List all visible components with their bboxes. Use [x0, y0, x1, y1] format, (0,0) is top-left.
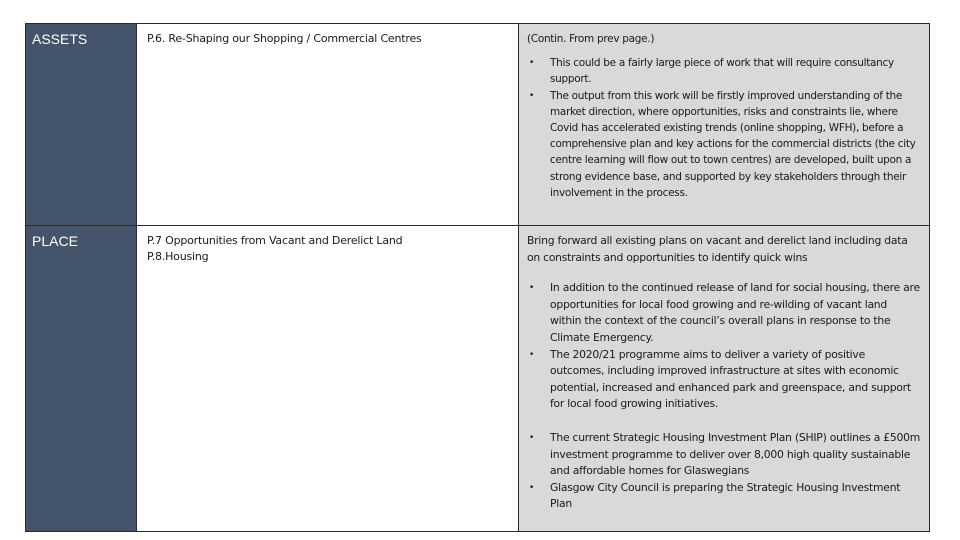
list-item — [527, 88, 921, 201]
place-bullet-list-1 — [527, 280, 921, 413]
place-label-cell — [25, 225, 137, 532]
bullet-text: In addition to the continued release of land for social housing, there are opportunities for local food growing and re-wilding of vacant land within the context of the council’s overall plans in response to the Climate Emergency. — [550, 281, 920, 344]
list-spacer — [527, 413, 921, 430]
bullet-icon: • — [529, 349, 535, 360]
bullet-icon: • — [529, 90, 535, 101]
bullet-text: The output from this work will be firstly improved understanding of the market direction, where opportunities, risks and constraints lie, where Covid has accelerated existing trends (online shopping, WFH), before a comprehensive plan and key actions for the commercial districts (the city centre learning will flow out to town centres) are developed, built upon a strong evidence base, and supported by key stakeholders through their involvement in the process. — [550, 89, 916, 199]
row-label-place: PLACE — [32, 233, 78, 249]
list-item — [527, 280, 921, 346]
place-bullet-list-2 — [527, 430, 921, 513]
bullet-icon: • — [529, 283, 535, 294]
place-heading: Bring forward all existing plans on vacant and derelict land including data on constraints and opportunities to identify quick wins — [527, 234, 908, 264]
bullet-text: The 2020/21 programme aims to deliver a variety of positive outcomes, including improved infrastructure at sites with economic potential, increased and enhanced park and greenspace, and support for local food growing initiatives. — [550, 347, 911, 411]
project-title-p8: P.8.Housing — [147, 250, 209, 263]
bullet-text: The current Strategic Housing Investment Plan (SHIP) outlines a £500m investment programme to deliver over 8,000 high quality sustainable and affordable homes for Glaswegians — [550, 430, 920, 478]
assets-bullet-list — [527, 55, 921, 201]
list-item — [527, 430, 921, 480]
list-item — [527, 55, 921, 87]
assets-detail-cell — [518, 23, 930, 226]
list-item — [527, 347, 921, 413]
bullet-icon: • — [529, 432, 535, 443]
bullet-icon: • — [529, 482, 535, 493]
bullet-text: This could be a fairly large piece of work that will require consultancy support. — [550, 57, 894, 86]
assets-project-cell — [136, 23, 519, 226]
bullet-text: Glasgow City Council is preparing the Strategic Housing Investment Plan — [550, 480, 901, 511]
row-label-assets: ASSETS — [32, 31, 88, 47]
bullet-icon: • — [529, 58, 535, 69]
project-title-p6: P.6. Re-Shaping our Shopping / Commercial Centres — [147, 32, 422, 45]
project-title-p7: P.7 Opportunities from Vacant and Derelict Land — [147, 234, 403, 247]
assets-label-cell — [25, 23, 137, 226]
continuation-heading: (Contin. From prev page.) — [527, 33, 655, 45]
place-project-cell — [136, 225, 519, 532]
place-detail-cell — [518, 225, 930, 532]
list-item — [527, 480, 921, 513]
